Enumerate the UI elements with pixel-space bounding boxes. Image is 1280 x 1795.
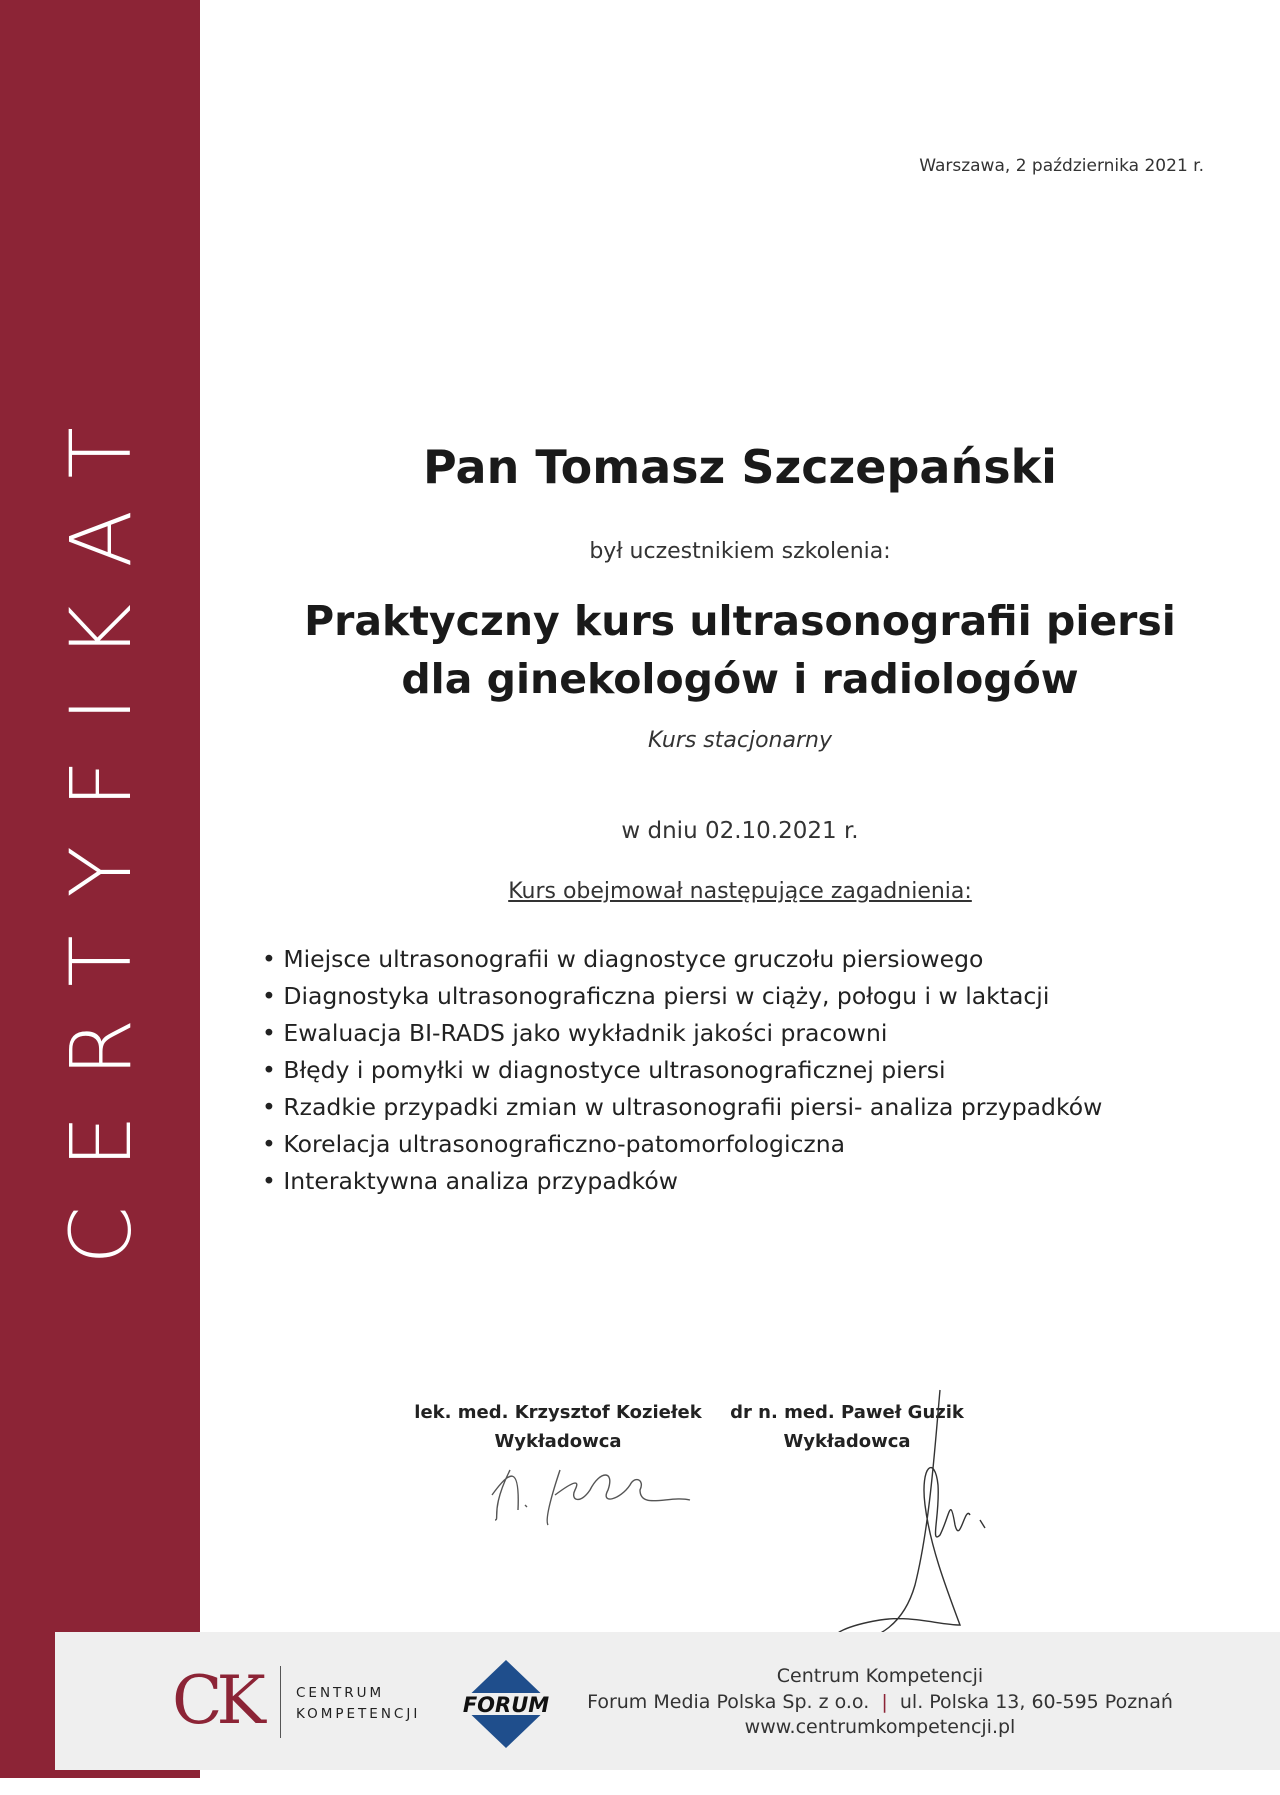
company-address: ul. Polska 13, 60-595 Poznań bbox=[899, 1690, 1173, 1713]
ck-text-line: CENTRUM bbox=[296, 1685, 385, 1701]
ck-logo: CK bbox=[172, 1662, 260, 1739]
company-address-line bbox=[560, 1690, 1200, 1716]
course-title bbox=[200, 592, 1280, 708]
topic-item: • Korelacja ultrasonograficzno-patomorfologiczna bbox=[262, 1126, 1102, 1163]
handwritten-signature-2 bbox=[820, 1385, 1020, 1645]
ck-logo-text bbox=[296, 1683, 420, 1725]
signatory-role: Wykładowca bbox=[783, 1431, 911, 1452]
website-link[interactable]: www.centrumkompetencji.pl bbox=[744, 1716, 1016, 1738]
topics-heading: Kurs obejmował następujące zagadnienia: bbox=[508, 879, 972, 904]
topic-item: • Błędy i pomyłki w diagnostyce ultrasonograficznej piersi bbox=[262, 1052, 1102, 1089]
topic-item: • Interaktywna analiza przypadków bbox=[262, 1163, 1102, 1200]
course-title-line: dla ginekologów i radiologów bbox=[401, 655, 1079, 703]
signatory-name: dr n. med. Paweł Guzik bbox=[730, 1402, 964, 1423]
ck-text-line: KOMPETENCJI bbox=[296, 1706, 421, 1722]
forum-logo bbox=[460, 1660, 552, 1748]
handwritten-signature-1 bbox=[480, 1450, 710, 1530]
course-title-line: Praktyczny kurs ultrasonografii piersi bbox=[304, 597, 1176, 645]
course-date: w dniu 02.10.2021 r. bbox=[621, 818, 859, 844]
date-line: Warszawa, 2 października 2021 r. bbox=[919, 156, 1204, 176]
separator: | bbox=[881, 1690, 888, 1713]
topic-item: • Miejsce ultrasonografii w diagnostyce gruczołu piersiowego bbox=[262, 941, 1102, 978]
signatory-name: lek. med. Krzysztof Koziełek bbox=[414, 1402, 702, 1423]
org-name: Centrum Kompetencji bbox=[776, 1665, 984, 1687]
topics-list bbox=[262, 941, 1102, 1200]
footer-company-info bbox=[560, 1664, 1200, 1741]
topic-item: • Ewaluacja BI-RADS jako wykładnik jakości pracowni bbox=[262, 1015, 1102, 1052]
recipient-name: Pan Tomasz Szczepański bbox=[423, 440, 1057, 494]
svg-text:FORUM: FORUM bbox=[462, 1693, 550, 1717]
topic-item: • Rzadkie przypadki zmian w ultrasonografii piersi- analiza przypadków bbox=[262, 1089, 1102, 1126]
certificate-vertical-title: CERTYFIKAT bbox=[52, 389, 150, 1265]
signature-block-1 bbox=[414, 1398, 701, 1456]
logo-divider bbox=[280, 1666, 281, 1738]
course-mode: Kurs stacjonarny bbox=[648, 728, 832, 753]
intro-text: był uczestnikiem szkolenia: bbox=[589, 539, 891, 564]
topic-item: • Diagnostyka ultrasonograficzna piersi w ciąży, połogu i w laktacji bbox=[262, 978, 1102, 1015]
signatory-role: Wykładowca bbox=[494, 1431, 622, 1452]
company-name: Forum Media Polska Sp. z o.o. bbox=[587, 1690, 870, 1713]
